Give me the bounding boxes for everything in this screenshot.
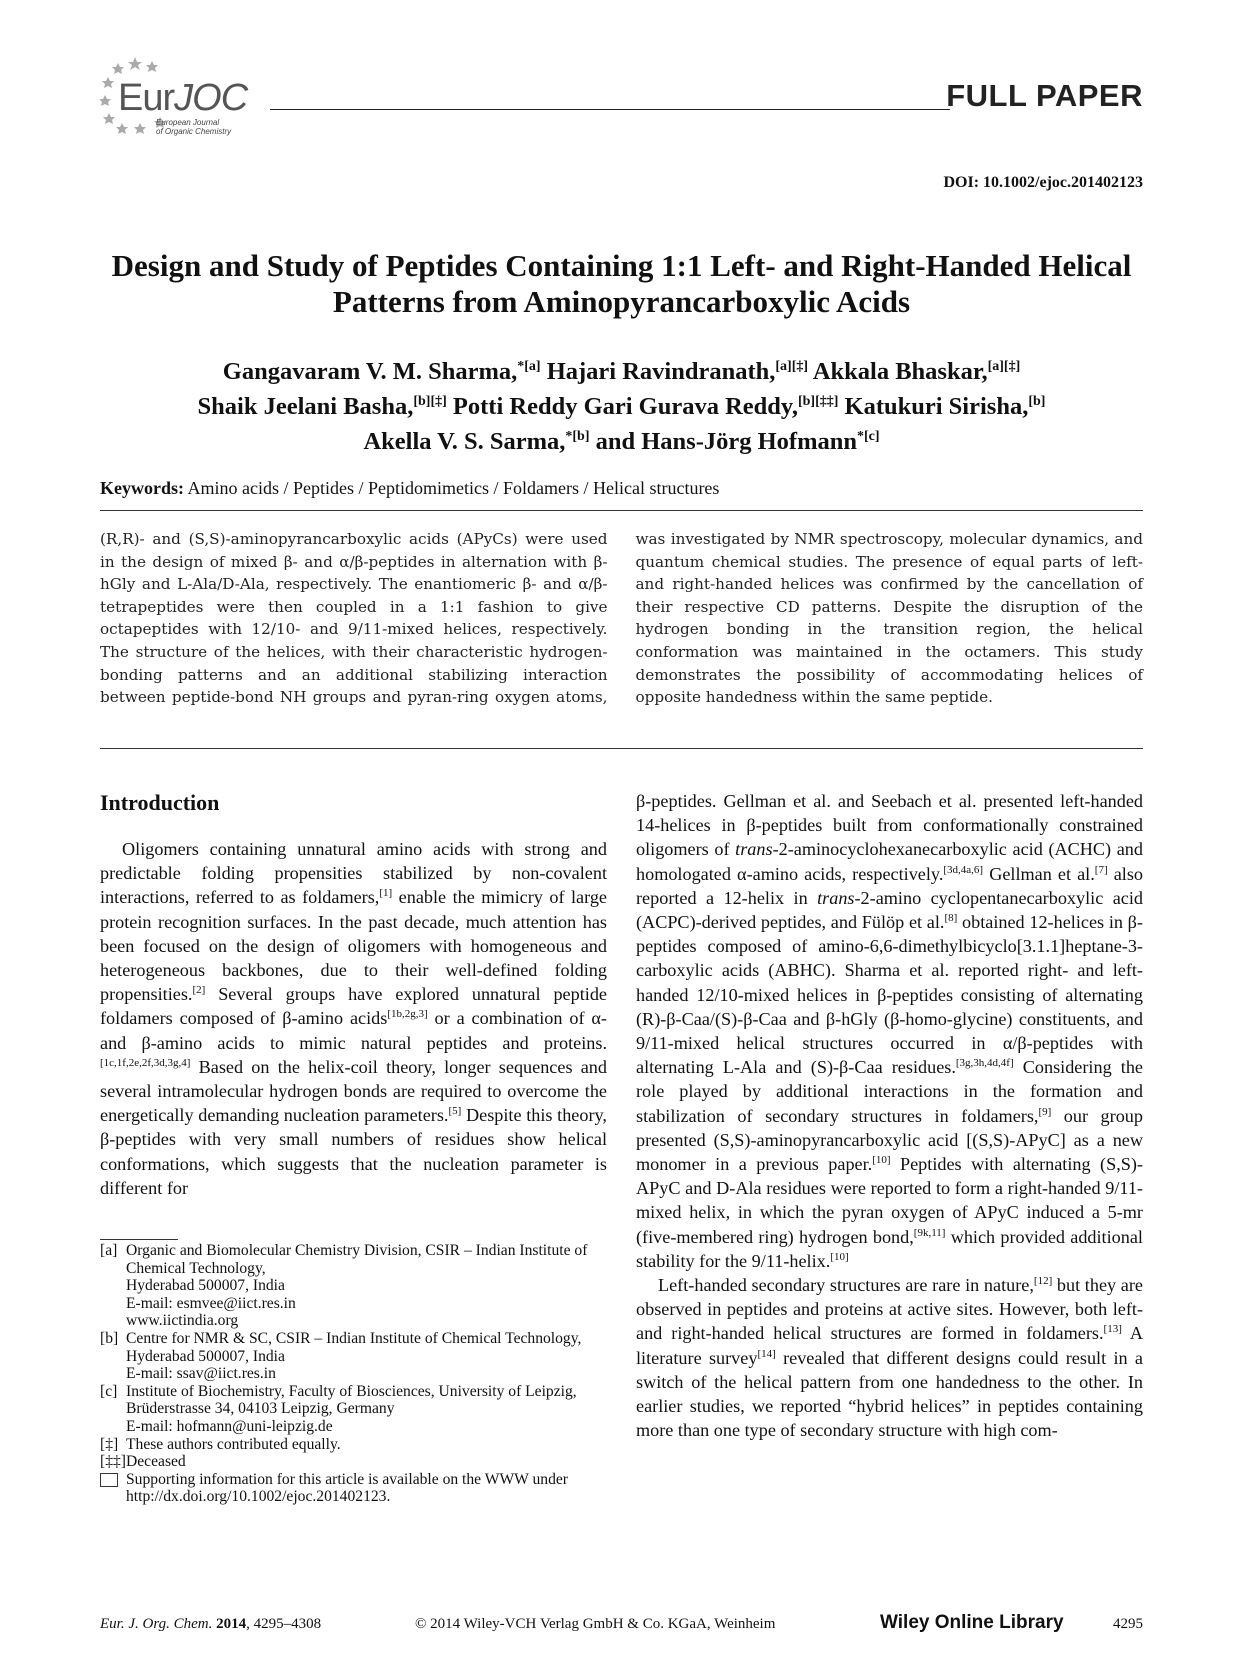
text-run: Gellman et al. (983, 863, 1095, 884)
citation-ref: [14] (757, 1347, 776, 1360)
text-run: -2-aminocyclohexanecarboxylic acid (ACHC) and homologated α-amino acids, respectively. (636, 839, 1143, 884)
footnote-b: [b] Centre for NMR & SC, CSIR – Indian Institute of Chemical Technology, Hyderabad 500007, India E-mail: ssav@iict.res.in (100, 1329, 582, 1383)
journal-logo (100, 55, 270, 135)
computer-monitor-icon (100, 1473, 118, 1487)
journal-citation: Eur. J. Org. Chem. 2014, 4295–4308 (100, 1616, 322, 1632)
footnote-deceased: [‡‡] Deceased (100, 1453, 186, 1471)
text-run: Several groups have explored unnatural peptide foldamers composed of β-amino acids (100, 984, 607, 1029)
footnote-a: [a] Organic and Biomolecular Chemistry Division, CSIR – Indian Institute of Chemical Technology, Hyderabad 500007, India E-mail: esmvee@iict.res.in www.iictindia.org (100, 1242, 588, 1330)
author-list: Gangavaram V. M. Sharma,$^{*[a]}$ Hajari Ravindranath,[a][‡] Akkala Bhaskar,[a][‡] Shaik Jeelani Basha,[b][‡] Potti Reddy Gari Gurava Reddy,[b][‡‡] Katukuri Sirisha,[b] Akella V. S. Sarma,$^{*[b]}$ and Hans-Jörg Hofmann$^{*[c]}$ (197, 358, 1046, 456)
body-column-right (636, 789, 1143, 1442)
text-run: Peptides with alternating (S,S)-APyC and D-Ala residues were reported to form a right-handed 9/11-mixed helix, in which the pyran oxygen of APyC induced a 5-mr (five-membered ring) hydrogen bond, (636, 1154, 1143, 1247)
citation-ref: [5] (448, 1105, 462, 1118)
citation-ref: [1b,2g,3] (387, 1008, 428, 1021)
body-column-left (100, 837, 607, 1200)
text-run: Left-handed secondary structures are rare in nature, (658, 1275, 1034, 1296)
text-run: Despite this theory, β-peptides with very small numbers of residues show helical conformations, which suggests that the nucleation parameter is different for (100, 1105, 607, 1198)
body-paragraph (636, 1273, 1143, 1442)
rule-top (100, 510, 1143, 511)
wiley-online-library-logo: Wiley Online Library (880, 1612, 1064, 1633)
text-run: but they are observed in peptides and proteins at active sites. However, both left- and right-handed helical structures are formed in foldamers. (636, 1275, 1143, 1344)
citation-ref: [13] (1103, 1323, 1122, 1336)
text-run: Oligomers containing unnatural amino acids with strong and predictable folding propensities stabilized by non-covalent interactions, referred to as foldamers, (100, 839, 607, 908)
text-run: or a combination of α- and β-amino acids to mimic natural peptides and proteins. (100, 1008, 607, 1053)
citation-ref: [1] (379, 887, 393, 900)
citation-ref: [2] (192, 984, 206, 997)
page-number: 4295 (1113, 1616, 1143, 1632)
header-rule (270, 109, 950, 110)
text-run: enable the mimicry of large protein recognition surfaces. In the past decade, much attention has been focused on the design of oligomers with homogeneous and heterogeneous backbones, due to their well-defined folding propensities. (100, 887, 607, 1005)
text-run: β-peptides. Gellman et al. and Seebach et al. presented left-handed 14-helices in β-peptides built from conformationally constrained oligomers of (636, 791, 1143, 860)
citation-ref: [1c,1f,2e,2f,3d,3g,4] (100, 1056, 191, 1069)
citation-ref: [7] (1094, 863, 1108, 876)
section-label: FULL PAPER (946, 78, 1143, 113)
text-run: Based on the helix-coil theory, longer sequences and several intramolecular hydrogen bonds are required to overcome the energetically demanding nucleation parameters. (100, 1056, 607, 1126)
supporting-info-note: Supporting information for this article is available on the WWW under http://dx.doi.org/10.1002/ejoc.201402123. (100, 1471, 607, 1506)
affiliation-footnotes (100, 1242, 607, 1506)
section-heading-introduction: Introduction (100, 790, 220, 815)
footnote-rule (100, 1239, 178, 1240)
text-run: which provided additional stability for the 9/11-helix. (636, 1226, 1143, 1271)
citation-ref: [10] (872, 1153, 891, 1166)
citation-ref: [10] (830, 1250, 849, 1263)
rule-abstract-bottom (100, 748, 1143, 749)
logo-subtitle: European Journal of Organic Chemistry (156, 118, 232, 136)
citation-ref: [9] (1038, 1105, 1052, 1118)
text-run: our group presented (S,S)-aminopyrancarboxylic acid [(S,S)-APyC] as a new monomer in a previous paper. (636, 1105, 1143, 1175)
body-paragraph (100, 837, 607, 1200)
italic-term: trans (735, 839, 773, 860)
footnote-c: [c] Institute of Biochemistry, Faculty of Biosciences, University of Leipzig, Brüderstrasse 34, 04103 Leipzig, Germany E-mail: hofmann@uni-leipzig.de (100, 1382, 577, 1435)
text-run: A literature survey (636, 1323, 1143, 1368)
body-paragraph (636, 789, 1143, 1273)
abstract: (R,R)- and (S,S)-aminopyrancarboxylic acids (APyCs) were used in the design of mixed β- and α/β-peptides in alternation with β-hGly and L-Ala/D-Ala, respectively. The enantiomeric β- and α/β-tetrapeptides were then coupled in a 1:1 fashion to give octapeptides with 12/10- and 9/11-mixed helices, respectively. The structure of the helices, with their characteristic hydrogen-bonding patterns and an additional stabilizing interaction between peptide-bond NH groups and pyran-ring oxygen atoms, was investigated by NMR spectroscopy, molecular dynamics, and quantum chemical studies. The presence of equal parts of left- and right-handed helices was confirmed by the cancellation of their respective CD patterns. Despite the disruption of the hydrogen bonding in the transition region, the helical conformation was maintained in the octamers. This study demonstrates the possibility of accommodating helices of opposite handedness within the same peptide. (100, 530, 1143, 707)
text-run: -2-amino cyclopentanecarboxylic acid (ACPC)-derived peptides, and Fülöp et al. (636, 887, 1143, 933)
logo-wordmark: EurJOC (118, 77, 248, 119)
italic-term: trans (817, 887, 855, 908)
citation-ref: [8] (944, 911, 958, 924)
text-run: Considering the role played by additional interactions in the formation and stabilization of secondary structures in foldamers, (636, 1057, 1143, 1126)
copyright: © 2014 Wiley-VCH Verlag GmbH & Co. KGaA, Weinheim (415, 1616, 776, 1632)
citation-ref: [9k,11] (913, 1226, 946, 1239)
citation-ref: [3d,4a,6] (943, 863, 984, 876)
doi: DOI: 10.1002/ejoc.201402123 (943, 174, 1143, 191)
text-run: revealed that different designs could result in a switch of the helical pattern from one handedness to the other. In earlier studies, we reported “hybrid helices” in peptides containing more than one type of secondary structure with high com- (636, 1347, 1143, 1441)
keywords: Keywords: Amino acids / Peptides / Peptidomimetics / Foldamers / Helical structures (100, 478, 720, 498)
text-run: obtained 12-helices in β-peptides composed of amino-6,6-dimethylbicyclo[3.1.1]heptane-3-carboxylic acids (ABHC). Sharma et al. reported right- and left-handed 12/10-mixed helices in β-peptides consisting of alternating (R)-β-Caa/(S)-β-Caa and β-hGly (β-homo-glycine) constituents, and 9/11-mixed helical structures occurred in α/β-peptides with alternating L-Ala and (S)-β-Caa residues. (636, 912, 1143, 1078)
footnote-equal-contribution: [‡] These authors contributed equally. (100, 1435, 341, 1453)
text-run: also reported a 12-helix in (636, 863, 1143, 908)
article-title: Design and Study of Peptides Containing 1:1 Left- and Right-Handed Helical Patterns from Aminopyrancarboxylic Acids (111, 248, 1132, 319)
citation-ref: [3g,3h,4d,4f] (955, 1057, 1014, 1070)
citation-ref: [12] (1033, 1275, 1053, 1287)
